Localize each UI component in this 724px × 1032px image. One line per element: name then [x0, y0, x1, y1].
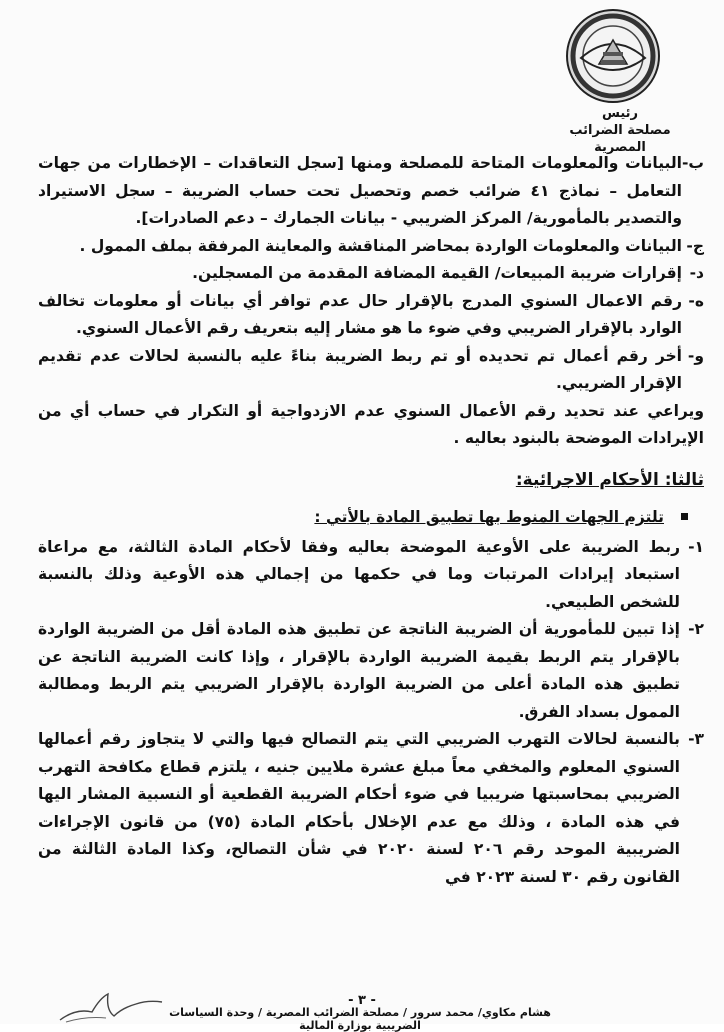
- list-item-d: [38, 260, 704, 288]
- item-text: بالنسبة لحالات التهرب الضريبي التي يتم التصالح فيها والتي لا يتجاوز رقم أعمالها السنوي المعلوم والمخفي معاً مبلغ عشرة ملايين جنيه ، يلتزم قطاع مكافحة التهرب الضريبي بمحاسبتها ضريبيا في ضوء أحكام الضريبة القطعية أو النسبية المشار اليها في هذه المادة ، وذلك مع عدم الإخلال بأحكام المادة (٧٥) من قانون الإجراءات الضريبية الموحد رقم ٢٠٦ لسنة ٢٠٢٠ في شأن التصالح، وكذا المادة الثالثة من القانون رقم ٣٠ لسنة ٢٠٢٣ في: [38, 730, 680, 886]
- item-text: البيانات والمعلومات الواردة بمحاضر المناقشة والمعاينة المرفقة بملف الممول .: [79, 236, 682, 255]
- item-marker: ج-: [686, 236, 704, 255]
- issuer-title-line1: رئيس: [601, 106, 639, 121]
- issuer-title: [560, 105, 680, 156]
- page-number: - ٣ -: [348, 993, 376, 1008]
- document-body: [38, 150, 704, 891]
- item-marker: د-: [689, 264, 704, 282]
- footer-credits: هشام مكاوي/ محمد سرور / مصلحة الضرائب المصرية / وحدة السياسات الضريبية بوزارة المالية: [169, 1006, 551, 1032]
- item-text: أخر رقم أعمال تم تحديده أو تم ربط الضريبة بناءً عليه بالنسبة لحالات عدم تقديم الإقرار الضريبي.: [38, 346, 682, 392]
- note-paragraph: ويراعي عند تحديد رقم الأعمال السنوي عدم الازدواجية أو التكرار في حساب أي من الإيرادات الموضحة بالبنود بعاليه .: [38, 401, 704, 447]
- bullet-text: تلتزم الجهات المنوط بها تطبيق المادة بالأتي :: [314, 508, 664, 526]
- list-item-j: [38, 233, 704, 261]
- list-item-b: [38, 150, 704, 233]
- item-text: رقم الاعمال السنوي المدرج بالإقرار حال عدم توافر أي بيانات أو معلومات تخالف الوارد بالإقرار الضريبي وفي ضوء ما هو مشار إليه بتعريف رقم الأعمال السنوي.: [38, 291, 682, 337]
- item-marker: ٣-: [688, 730, 704, 748]
- numbered-item-1: [38, 534, 704, 617]
- item-marker: ه-: [688, 291, 704, 310]
- item-text: إذا تبين للمأمورية أن الضريبة الناتجة عن تطبيق هذه المادة أقل من الضريبة الواردة بالإقرار يتم الربط بقيمة الضريبة الواردة بالإقرار ، وإذا كانت الضريبة الناتجة عن تطبيق هذه المادة أعلى من الضريبة الواردة بالإقرار الضريبي يتم الربط ومطالبة الممول بسداد الفرق.: [38, 620, 680, 721]
- item-marker: و-: [687, 346, 704, 365]
- item-text: إقرارات ضريبة المبيعات/ القيمة المضافة المقدمة من المسجلين.: [192, 264, 682, 282]
- ministry-seal-logo: [563, 8, 663, 104]
- numbered-item-3: [38, 726, 704, 891]
- list-item-h: [38, 288, 704, 343]
- issuer-title-line2: مصلحة الضرائب المصرية: [569, 123, 671, 155]
- section-bullet: [38, 504, 704, 532]
- item-marker: ب-: [681, 154, 704, 172]
- item-marker: ١-: [688, 537, 704, 556]
- item-text: البيانات والمعلومات المتاحة للمصلحة ومنها [سجل التعاقدات – الإخطارات من جهات التعامل – نماذج ٤١ ضرائب خصم وتحصيل تحت حساب الضريبة – سجل الاستيراد والتصدير بالمأمورية/ المركز الضريبي - بيانات الجمارك – دعم الصادرات].: [38, 154, 682, 227]
- section-heading: ثالثا: الأحكام الاجرائية:: [515, 469, 704, 490]
- square-bullet-icon: [681, 513, 688, 520]
- item-text: ربط الضريبة على الأوعية الموضحة بعاليه وفقا لأحكام المادة الثالثة، مع مراعاة استبعاد إيرادات المرتبات وما في حكمها من إجمالي هذه الأوعية وذلك بالنسبة للشخص الطبيعي.: [38, 537, 680, 611]
- numbered-item-2: [38, 616, 704, 726]
- item-marker: ٢-: [688, 620, 704, 638]
- signature-icon: [56, 990, 166, 1024]
- list-item-w: [38, 343, 704, 398]
